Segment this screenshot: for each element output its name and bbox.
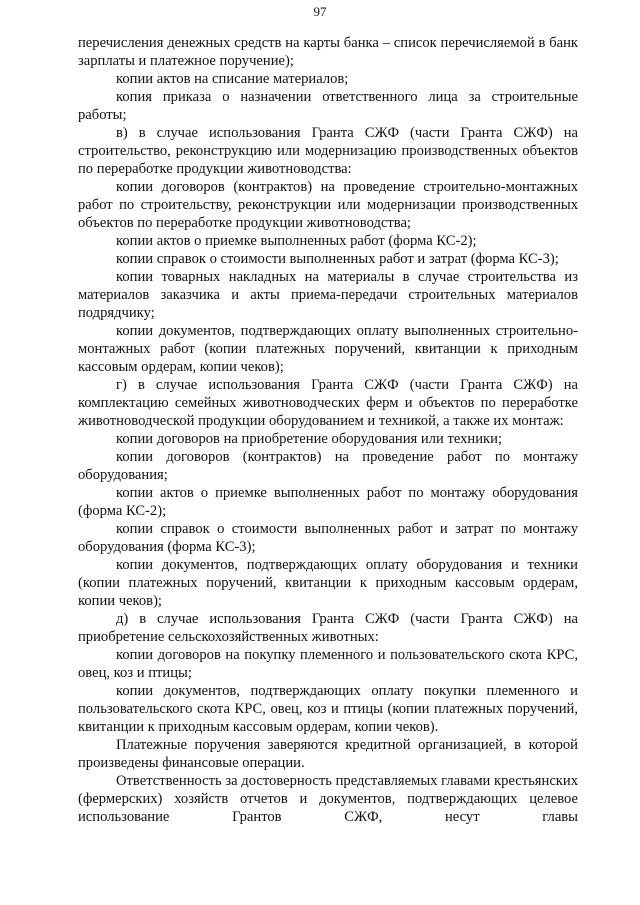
paragraph: копии документов, подтверждающих оплату оборудования и техники (копии платежных поручений, квитанции к приходным кассовым ордерам, копии чеков); bbox=[78, 557, 578, 609]
paragraph: копии документов, подтверждающих оплату покупки племенного и пользовательского скота КРС, овец, коз и птицы (копии платежных поручений, квитанции к приходным кассовым ордерам, копии чеков). bbox=[78, 683, 578, 735]
paragraph: копии товарных накладных на материалы в случае строительства из материалов заказчика и акты приема-передачи строительных материалов подрядчику; bbox=[78, 269, 578, 321]
paragraph: Платежные поручения заверяются кредитной организацией, в которой произведены финансовые операции. bbox=[78, 737, 578, 771]
paragraph: копии актов на списание материалов; bbox=[116, 71, 349, 87]
paragraph: перечисления денежных средств на карты банка – список перечисляемой в банк зарплаты и платежное поручение); bbox=[78, 35, 578, 69]
paragraph: копии договоров на приобретение оборудования или техники; bbox=[116, 431, 502, 447]
document-body bbox=[78, 34, 578, 826]
paragraph: копии справок о стоимости выполненных работ и затрат (форма КС-3); bbox=[116, 251, 559, 267]
paragraph: копии актов о приемке выполненных работ по монтажу оборудования (форма КС-2); bbox=[78, 485, 578, 519]
page-number: 97 bbox=[313, 4, 327, 19]
paragraph: копии актов о приемке выполненных работ (форма КС-2); bbox=[116, 233, 477, 249]
paragraph: г) в случае использования Гранта СЖФ (части Гранта СЖФ) на комплектацию семейных животноводческих ферм и объектов по переработке животноводческой продукции оборудованием и техникой, а также их монтаж: bbox=[78, 377, 578, 429]
paragraph: копии документов, подтверждающих оплату выполненных строительно-монтажных работ (копии платежных поручений, квитанции к приходным кассовым ордерам, копии чеков); bbox=[78, 323, 578, 375]
paragraph: в) в случае использования Гранта СЖФ (части Гранта СЖФ) на строительство, реконструкцию или модернизацию производственных объектов по переработке продукции животноводства: bbox=[78, 125, 578, 177]
paragraph: Ответственность за достоверность представляемых главами крестьянских (фермерских) хозяйств отчетов и документов, подтверждающих целевое использование Грантов СЖФ, несут главы bbox=[78, 773, 578, 825]
paragraph: копии договоров (контрактов) на проведение строительно-монтажных работ по строительству, реконструкции или модернизации производственных объектов по переработке продукции животноводства; bbox=[78, 179, 578, 231]
paragraph: д) в случае использования Гранта СЖФ (части Гранта СЖФ) на приобретение сельскохозяйственных животных: bbox=[78, 611, 578, 645]
paragraph: копии справок о стоимости выполненных работ и затрат по монтажу оборудования (форма КС-3); bbox=[78, 521, 578, 555]
paragraph: копия приказа о назначении ответственного лица за строительные работы; bbox=[78, 89, 578, 123]
paragraph: копии договоров (контрактов) на проведение работ по монтажу оборудования; bbox=[78, 449, 578, 483]
paragraph: копии договоров на покупку племенного и пользовательского скота КРС, овец, коз и птицы; bbox=[78, 647, 578, 681]
